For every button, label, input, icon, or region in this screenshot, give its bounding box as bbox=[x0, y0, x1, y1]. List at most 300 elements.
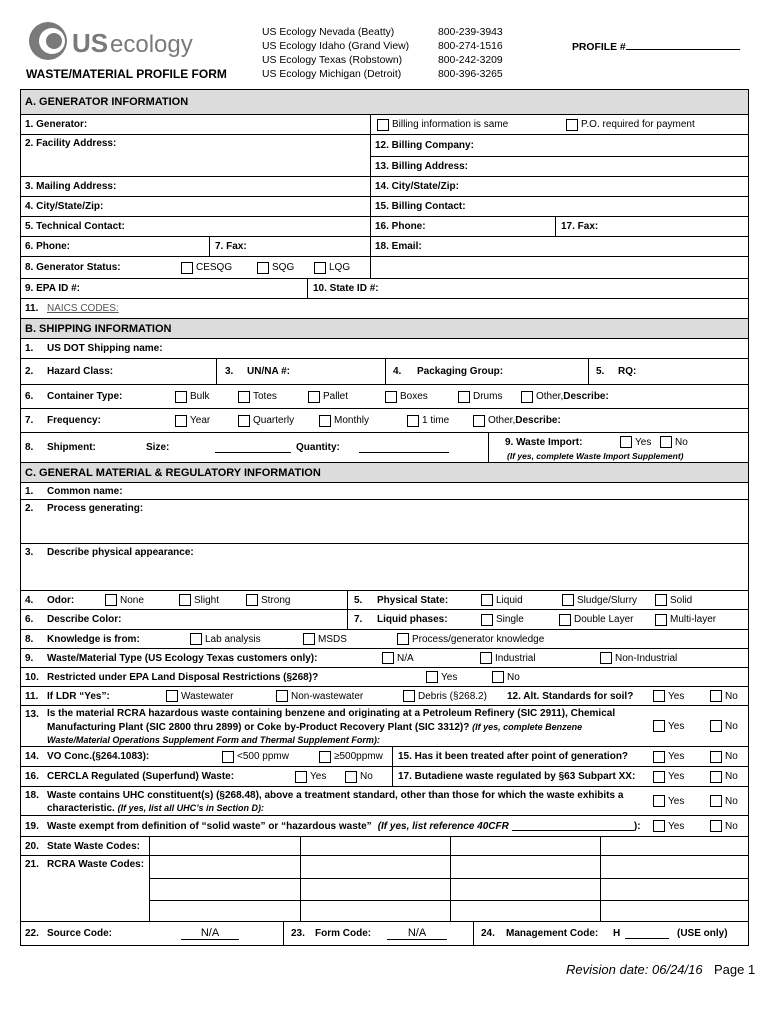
phase-single-option[interactable] bbox=[481, 610, 524, 629]
row-a2 bbox=[21, 134, 748, 176]
phones-list bbox=[438, 26, 503, 82]
uhc-question bbox=[47, 789, 623, 815]
city-state-zip-label: 4. City/State/Zip: bbox=[25, 201, 104, 212]
c24-number: 24. bbox=[481, 928, 495, 939]
boxes-label: Boxes bbox=[400, 391, 428, 402]
alt-no-checkbox[interactable] bbox=[710, 690, 722, 702]
phase-double-label: Double Layer bbox=[574, 614, 634, 625]
uhc-note: (If yes, list all UHC’s in Section D): bbox=[117, 803, 264, 813]
generator-label: 1. Generator: bbox=[25, 119, 88, 130]
phase-multi-checkbox[interactable] bbox=[655, 614, 667, 626]
c16-number: 16. bbox=[25, 771, 39, 782]
msds-option[interactable] bbox=[303, 630, 347, 648]
lqg-checkbox[interactable] bbox=[314, 262, 326, 274]
sqg-label: SQG bbox=[272, 262, 295, 273]
row-a11 bbox=[21, 298, 748, 318]
billing-contact-label: 15. Billing Contact: bbox=[375, 201, 466, 212]
section-c-title: C. GENERAL MATERIAL & REGULATORY INFORMATION bbox=[25, 466, 321, 479]
odor-slight-option[interactable] bbox=[179, 591, 219, 609]
msds-label: MSDS bbox=[318, 633, 347, 645]
c23-number: 23. bbox=[291, 928, 305, 939]
exempt-label bbox=[47, 816, 641, 836]
epa-id-label: 9. EPA ID #: bbox=[25, 283, 81, 294]
state-id-label: 10. State ID #: bbox=[313, 283, 379, 294]
wastewater-label: Wastewater bbox=[181, 690, 234, 702]
cercla-label: CERCLA Regulated (Superfund) Waste: bbox=[47, 771, 235, 782]
one-time-label: 1 time bbox=[422, 415, 450, 426]
state-sludge-option[interactable] bbox=[562, 591, 637, 609]
quantity-field[interactable] bbox=[359, 443, 449, 453]
profile-label: PROFILE # bbox=[572, 42, 626, 53]
cfr-reference-field[interactable] bbox=[512, 821, 634, 831]
hazard-class-label: Hazard Class: bbox=[47, 366, 114, 377]
rq-label: RQ: bbox=[618, 366, 637, 377]
state-liquid-checkbox[interactable] bbox=[481, 594, 493, 606]
lab-analysis-label: Lab analysis bbox=[205, 633, 261, 645]
monthly-option[interactable] bbox=[319, 409, 369, 432]
exempt-no-checkbox[interactable] bbox=[710, 820, 722, 832]
management-code-wrap bbox=[625, 922, 669, 945]
butadiene-yes-label: Yes bbox=[668, 771, 685, 782]
uhc-yes-option[interactable] bbox=[653, 787, 684, 815]
uhc-yes-label: Yes bbox=[668, 795, 685, 807]
type-industrial-option[interactable] bbox=[480, 649, 536, 667]
row-c22 bbox=[21, 921, 748, 945]
profile-form bbox=[20, 89, 749, 946]
one-time-checkbox[interactable] bbox=[407, 415, 419, 427]
process-knowledge-checkbox[interactable] bbox=[397, 633, 409, 645]
year-option[interactable] bbox=[175, 409, 210, 432]
phase-single-label: Single bbox=[496, 614, 524, 625]
type-nonindustrial-label: Non-Industrial bbox=[615, 652, 678, 664]
year-label: Year bbox=[190, 415, 211, 426]
row-c6 bbox=[21, 609, 748, 629]
treated-label: 15. Has it been treated after point of generation? bbox=[398, 751, 629, 762]
form-code-wrap bbox=[387, 922, 447, 945]
row-c14 bbox=[21, 746, 748, 766]
benzene-no-checkbox[interactable] bbox=[710, 720, 722, 732]
exempt-yes-label: Yes bbox=[668, 820, 685, 832]
c8-number: 8. bbox=[25, 633, 34, 645]
year-checkbox[interactable] bbox=[175, 415, 187, 427]
row-c8 bbox=[21, 629, 748, 648]
bulk-label: Bulk bbox=[190, 391, 210, 402]
benzene-no-label: No bbox=[725, 720, 738, 732]
container-type-label: Container Type: bbox=[47, 391, 123, 402]
phase-single-checkbox[interactable] bbox=[481, 614, 493, 626]
row-c13 bbox=[21, 705, 748, 746]
describe-color-label: Describe Color: bbox=[47, 614, 122, 625]
row-c9 bbox=[21, 648, 748, 667]
benzene-line-3: Waste/Material Operations Supplement Form and Thermal Supplement Form): bbox=[47, 735, 380, 745]
page-number: Page 1 bbox=[714, 962, 756, 977]
drums-label: Drums bbox=[473, 391, 503, 402]
uhc-line-2 bbox=[47, 802, 623, 815]
c10-number: 10. bbox=[25, 671, 39, 683]
row-c18 bbox=[21, 786, 748, 815]
naics-number: 11. bbox=[25, 303, 39, 314]
row-c2 bbox=[21, 499, 748, 543]
quarterly-checkbox[interactable] bbox=[238, 415, 250, 427]
phase-multi-option[interactable] bbox=[655, 610, 716, 629]
section-c-header bbox=[21, 462, 748, 482]
butadiene-no-option[interactable] bbox=[710, 767, 738, 786]
c6-number: 6. bbox=[25, 614, 34, 625]
exempt-label-text: Waste exempt from definition of “solid waste” or “hazardous waste” bbox=[47, 820, 372, 832]
physical-appearance-label: Describe physical appearance: bbox=[47, 547, 194, 558]
odor-none-checkbox[interactable] bbox=[105, 594, 117, 606]
c20-number: 20. bbox=[25, 840, 39, 852]
knowledge-from-label: Knowledge is from: bbox=[47, 633, 140, 645]
b4-number: 4. bbox=[393, 366, 402, 377]
svg-text:US: US bbox=[72, 28, 109, 58]
location-texas: US Ecology Texas (Robstown) bbox=[262, 55, 403, 66]
c3-number: 3. bbox=[25, 547, 34, 558]
import-yes-label: Yes bbox=[635, 436, 652, 448]
alt-standards-label: 12. Alt. Standards for soil? bbox=[507, 690, 634, 702]
state-solid-option[interactable] bbox=[655, 591, 692, 609]
state-waste-codes-label: State Waste Codes: bbox=[47, 840, 140, 852]
debris-label: Debris (§268.2) bbox=[418, 690, 487, 702]
treated-yes-checkbox[interactable] bbox=[653, 751, 665, 763]
uhc-line-2-text: characteristic. bbox=[47, 803, 115, 814]
type-na-option[interactable] bbox=[382, 649, 414, 667]
size-field-wrap bbox=[215, 433, 291, 462]
ldr-yes-checkbox[interactable] bbox=[426, 671, 438, 683]
uhc-line-1: Waste contains UHC constituent(s) (§268.48), above a treatment standard, other than those for which the waste exhibits a bbox=[47, 790, 624, 801]
butadiene-label: 17. Butadiene waste regulated by §63 Subpart XX: bbox=[398, 771, 636, 782]
po-required-checkbox[interactable] bbox=[566, 119, 578, 131]
profile-number-field[interactable] bbox=[626, 41, 740, 50]
generator-status-label: 8. Generator Status: bbox=[25, 262, 121, 273]
other-frequency-checkbox[interactable] bbox=[473, 415, 485, 427]
import-no-checkbox[interactable] bbox=[660, 436, 672, 448]
management-code-field[interactable] bbox=[625, 929, 669, 939]
billing-same-checkbox[interactable] bbox=[377, 119, 389, 131]
ldr-no-checkbox[interactable] bbox=[492, 671, 504, 683]
row-c11 bbox=[21, 686, 748, 705]
row-c1 bbox=[21, 482, 748, 499]
sqg-checkbox[interactable] bbox=[257, 262, 269, 274]
msds-checkbox[interactable] bbox=[303, 633, 315, 645]
form-code-value[interactable]: N/A bbox=[387, 928, 447, 940]
row-b1 bbox=[21, 338, 748, 358]
rcra-waste-codes-label: RCRA Waste Codes: bbox=[47, 859, 145, 870]
process-knowledge-label: Process/generator knowledge bbox=[412, 633, 545, 645]
lqg-label: LQG bbox=[329, 262, 351, 273]
treated-no-option[interactable] bbox=[710, 747, 738, 766]
benzene-line-2-text: Manufacturing Plant (SIC 2800 thru 2899) or Coke by-Product Recovery Plant (SIC 3312)? bbox=[47, 721, 470, 733]
import-yes-checkbox[interactable] bbox=[620, 436, 632, 448]
sqg-option[interactable] bbox=[257, 257, 294, 278]
odor-none-option[interactable] bbox=[105, 591, 144, 609]
c4-number: 4. bbox=[25, 594, 34, 606]
other-container-label: Other, bbox=[536, 391, 564, 402]
other-container-option[interactable] bbox=[521, 385, 609, 408]
nonwastewater-label: Non-wastewater bbox=[291, 690, 364, 702]
other-frequency-option[interactable] bbox=[473, 409, 561, 432]
c13-number: 13. bbox=[25, 709, 39, 720]
row-a9 bbox=[21, 278, 748, 298]
monthly-checkbox[interactable] bbox=[319, 415, 331, 427]
treated-yes-label: Yes bbox=[668, 751, 685, 762]
us-ecology-logo bbox=[28, 20, 198, 62]
uhc-no-checkbox[interactable] bbox=[710, 795, 722, 807]
boxes-checkbox[interactable] bbox=[385, 391, 397, 403]
cercla-no-checkbox[interactable] bbox=[345, 771, 357, 783]
row-c20 bbox=[21, 836, 748, 855]
drums-checkbox[interactable] bbox=[458, 391, 470, 403]
c14-number: 14. bbox=[25, 751, 39, 762]
lab-analysis-option[interactable] bbox=[190, 630, 261, 648]
row-c3 bbox=[21, 543, 748, 590]
waste-type-label: Waste/Material Type (US Ecology Texas customers only): bbox=[47, 652, 318, 664]
wastewater-checkbox[interactable] bbox=[166, 690, 178, 702]
size-label: Size: bbox=[146, 442, 170, 453]
uhc-no-label: No bbox=[725, 795, 738, 807]
po-required-label: P.O. required for payment bbox=[581, 119, 695, 130]
row-a5 bbox=[21, 216, 748, 236]
exempt-no-option[interactable] bbox=[710, 816, 738, 836]
vo-lt500-option[interactable] bbox=[222, 747, 289, 766]
technical-contact-label: 5. Technical Contact: bbox=[25, 221, 125, 232]
location-idaho: US Ecology Idaho (Grand View) bbox=[262, 41, 410, 52]
pallet-option[interactable] bbox=[308, 385, 348, 408]
ldr-yes-label: Yes bbox=[441, 671, 458, 683]
revision-date: Revision date: 06/24/16 bbox=[566, 962, 703, 977]
b2-number: 2. bbox=[25, 366, 34, 377]
state-solid-checkbox[interactable] bbox=[655, 594, 667, 606]
shipment-label: Shipment: bbox=[47, 442, 96, 453]
pallet-checkbox[interactable] bbox=[308, 391, 320, 403]
alt-yes-checkbox[interactable] bbox=[653, 690, 665, 702]
packaging-group-label: Packaging Group: bbox=[417, 366, 504, 377]
type-nonindustrial-checkbox[interactable] bbox=[600, 652, 612, 664]
vo-lt500-label: <500 ppmw bbox=[237, 751, 289, 762]
billing-fax-label: 17. Fax: bbox=[561, 221, 599, 232]
row-a4 bbox=[21, 196, 748, 216]
c19-number: 19. bbox=[25, 820, 39, 832]
use-only-label: (USE only) bbox=[677, 928, 728, 939]
section-b-header bbox=[21, 318, 748, 338]
vo-lt500-checkbox[interactable] bbox=[222, 751, 234, 763]
type-industrial-label: Industrial bbox=[495, 652, 536, 664]
phone-nevada: 800-239-3943 bbox=[438, 27, 503, 38]
vo-ge500-checkbox[interactable] bbox=[319, 751, 331, 763]
treated-no-label: No bbox=[725, 751, 738, 762]
totes-checkbox[interactable] bbox=[238, 391, 250, 403]
row-b8 bbox=[21, 432, 748, 462]
state-solid-label: Solid bbox=[670, 594, 693, 606]
exempt-yes-option[interactable] bbox=[653, 816, 684, 836]
quarterly-option[interactable] bbox=[238, 409, 294, 432]
billing-same-option[interactable] bbox=[377, 115, 508, 134]
phone-texas: 800-242-3209 bbox=[438, 55, 503, 66]
dot-shipping-name-label: US DOT Shipping name: bbox=[47, 343, 163, 354]
c1-number: 1. bbox=[25, 485, 34, 497]
liquid-phases-label: Liquid phases: bbox=[377, 614, 448, 625]
bulk-option[interactable] bbox=[175, 385, 209, 408]
cercla-yes-label: Yes bbox=[310, 771, 327, 782]
management-code-label: Management Code: bbox=[506, 928, 599, 939]
row-a6 bbox=[21, 236, 748, 256]
exempt-yes-checkbox[interactable] bbox=[653, 820, 665, 832]
one-time-option[interactable] bbox=[407, 409, 449, 432]
treated-no-checkbox[interactable] bbox=[710, 751, 722, 763]
type-industrial-checkbox[interactable] bbox=[480, 652, 492, 664]
size-field[interactable] bbox=[215, 443, 291, 453]
state-liquid-option[interactable] bbox=[481, 591, 523, 609]
butadiene-no-checkbox[interactable] bbox=[710, 771, 722, 783]
type-nonindustrial-option[interactable] bbox=[600, 649, 677, 667]
un-na-label: UN/NA #: bbox=[247, 366, 290, 377]
alt-yes-label: Yes bbox=[668, 690, 685, 702]
po-required-option[interactable] bbox=[566, 115, 695, 134]
boxes-option[interactable] bbox=[385, 385, 428, 408]
process-knowledge-option[interactable] bbox=[397, 630, 544, 648]
odor-strong-label: Strong bbox=[261, 594, 291, 606]
import-no-option[interactable] bbox=[660, 434, 688, 450]
quantity-field-wrap bbox=[359, 433, 449, 462]
email-label: 18. Email: bbox=[375, 241, 422, 252]
alt-yes-option[interactable] bbox=[653, 687, 684, 705]
bulk-checkbox[interactable] bbox=[175, 391, 187, 403]
b6-number: 6. bbox=[25, 391, 34, 402]
b5-number: 5. bbox=[596, 366, 605, 377]
form-title: WASTE/MATERIAL PROFILE FORM bbox=[26, 67, 227, 81]
import-yes-option[interactable] bbox=[620, 434, 651, 450]
ldr-no-option[interactable] bbox=[492, 668, 520, 686]
billing-phone-label: 16. Phone: bbox=[375, 221, 426, 232]
common-name-label: Common name: bbox=[47, 485, 123, 497]
import-no-label: No bbox=[675, 436, 688, 448]
uhc-yes-checkbox[interactable] bbox=[653, 795, 665, 807]
benzene-yes-label: Yes bbox=[668, 720, 685, 732]
row-c16 bbox=[21, 766, 748, 786]
location-nevada: US Ecology Nevada (Beatty) bbox=[262, 27, 395, 38]
nonwastewater-option[interactable] bbox=[276, 687, 363, 705]
location-michigan: US Ecology Michigan (Detroit) bbox=[262, 69, 402, 80]
ldr-yes-option[interactable] bbox=[426, 668, 457, 686]
odor-slight-label: Slight bbox=[194, 594, 220, 606]
monthly-label: Monthly bbox=[334, 415, 370, 426]
row-a8 bbox=[21, 256, 748, 278]
process-generating-label: Process generating: bbox=[47, 503, 144, 514]
c7-number: 7. bbox=[354, 614, 363, 625]
type-na-checkbox[interactable] bbox=[382, 652, 394, 664]
form-header bbox=[0, 0, 770, 88]
vo-ge500-option[interactable] bbox=[319, 747, 383, 766]
svg-text:ecology: ecology bbox=[110, 31, 193, 58]
vo-conc-label: VO Conc.(§264.1083): bbox=[47, 751, 150, 762]
odor-slight-checkbox[interactable] bbox=[179, 594, 191, 606]
source-code-label: Source Code: bbox=[47, 928, 113, 939]
treated-yes-option[interactable] bbox=[653, 747, 684, 766]
uhc-no-option[interactable] bbox=[710, 787, 738, 815]
cesqg-label: CESQG bbox=[196, 262, 233, 273]
exempt-end: ): bbox=[633, 820, 641, 832]
c21-number: 21. bbox=[25, 859, 39, 870]
phase-double-option[interactable] bbox=[559, 610, 633, 629]
section-a-title: A. GENERATOR INFORMATION bbox=[25, 96, 189, 108]
cercla-yes-checkbox[interactable] bbox=[295, 771, 307, 783]
naics-codes-link[interactable]: NAICS CODES: bbox=[47, 303, 119, 314]
row-c19 bbox=[21, 815, 748, 836]
frequency-label: Frequency: bbox=[47, 415, 101, 426]
c9-number: 9. bbox=[25, 652, 34, 664]
row-c21 bbox=[21, 855, 748, 921]
benzene-yes-checkbox[interactable] bbox=[653, 720, 665, 732]
phone-idaho: 800-274-1516 bbox=[438, 41, 503, 52]
facility-address-label: 2. Facility Address: bbox=[25, 138, 117, 149]
vo-ge500-label: ≥500ppmw bbox=[334, 751, 383, 762]
benzene-note: (If yes, complete Benzene bbox=[472, 721, 583, 732]
ldr-yes-type-label: If LDR “Yes”: bbox=[47, 690, 110, 702]
c18-number: 18. bbox=[25, 790, 39, 801]
billing-address-label: 13. Billing Address: bbox=[375, 161, 468, 172]
phone-michigan: 800-396-3265 bbox=[438, 69, 503, 80]
section-b-title: B. SHIPPING INFORMATION bbox=[25, 322, 172, 335]
lab-analysis-checkbox[interactable] bbox=[190, 633, 202, 645]
cercla-no-label: No bbox=[360, 771, 373, 782]
wastewater-option[interactable] bbox=[166, 687, 233, 705]
state-liquid-label: Liquid bbox=[496, 594, 523, 606]
cercla-no-option[interactable] bbox=[345, 767, 373, 786]
source-code-value[interactable]: N/A bbox=[181, 928, 239, 940]
butadiene-yes-option[interactable] bbox=[653, 767, 684, 786]
cesqg-option[interactable] bbox=[181, 257, 232, 278]
row-c4 bbox=[21, 590, 748, 609]
phase-double-checkbox[interactable] bbox=[559, 614, 571, 626]
type-na-label: N/A bbox=[397, 652, 414, 664]
row-c10 bbox=[21, 667, 748, 686]
benzene-no-option[interactable] bbox=[710, 706, 738, 746]
drums-option[interactable] bbox=[458, 385, 502, 408]
butadiene-yes-checkbox[interactable] bbox=[653, 771, 665, 783]
other-frequency-label: Other, bbox=[488, 415, 516, 426]
source-code-wrap bbox=[181, 922, 239, 945]
row-a3 bbox=[21, 176, 748, 196]
row-b7 bbox=[21, 408, 748, 432]
other-container-checkbox[interactable] bbox=[521, 391, 533, 403]
form-code-label: Form Code: bbox=[315, 928, 372, 939]
odor-strong-checkbox[interactable] bbox=[246, 594, 258, 606]
butadiene-no-label: No bbox=[725, 771, 738, 782]
quantity-label: Quantity: bbox=[296, 442, 340, 453]
billing-city-label: 14. City/State/Zip: bbox=[375, 181, 459, 192]
fax-label: 7. Fax: bbox=[215, 241, 247, 252]
odor-strong-option[interactable] bbox=[246, 591, 290, 609]
benzene-yes-option[interactable] bbox=[653, 706, 684, 746]
alt-no-label: No bbox=[725, 690, 738, 702]
lqg-option[interactable] bbox=[314, 257, 350, 278]
exempt-no-label: No bbox=[725, 820, 738, 832]
state-sludge-checkbox[interactable] bbox=[562, 594, 574, 606]
cesqg-checkbox[interactable] bbox=[181, 262, 193, 274]
cercla-yes-option[interactable] bbox=[295, 767, 326, 786]
totes-option[interactable] bbox=[238, 385, 277, 408]
profile-number bbox=[572, 41, 740, 53]
row-b6 bbox=[21, 384, 748, 408]
odor-label: Odor: bbox=[47, 594, 75, 606]
b7-number: 7. bbox=[25, 415, 34, 426]
alt-no-option[interactable] bbox=[710, 687, 738, 705]
debris-option[interactable] bbox=[403, 687, 487, 705]
debris-checkbox[interactable] bbox=[403, 690, 415, 702]
pallet-label: Pallet bbox=[323, 391, 349, 402]
quarterly-label: Quarterly bbox=[253, 415, 295, 426]
nonwastewater-checkbox[interactable] bbox=[276, 690, 288, 702]
